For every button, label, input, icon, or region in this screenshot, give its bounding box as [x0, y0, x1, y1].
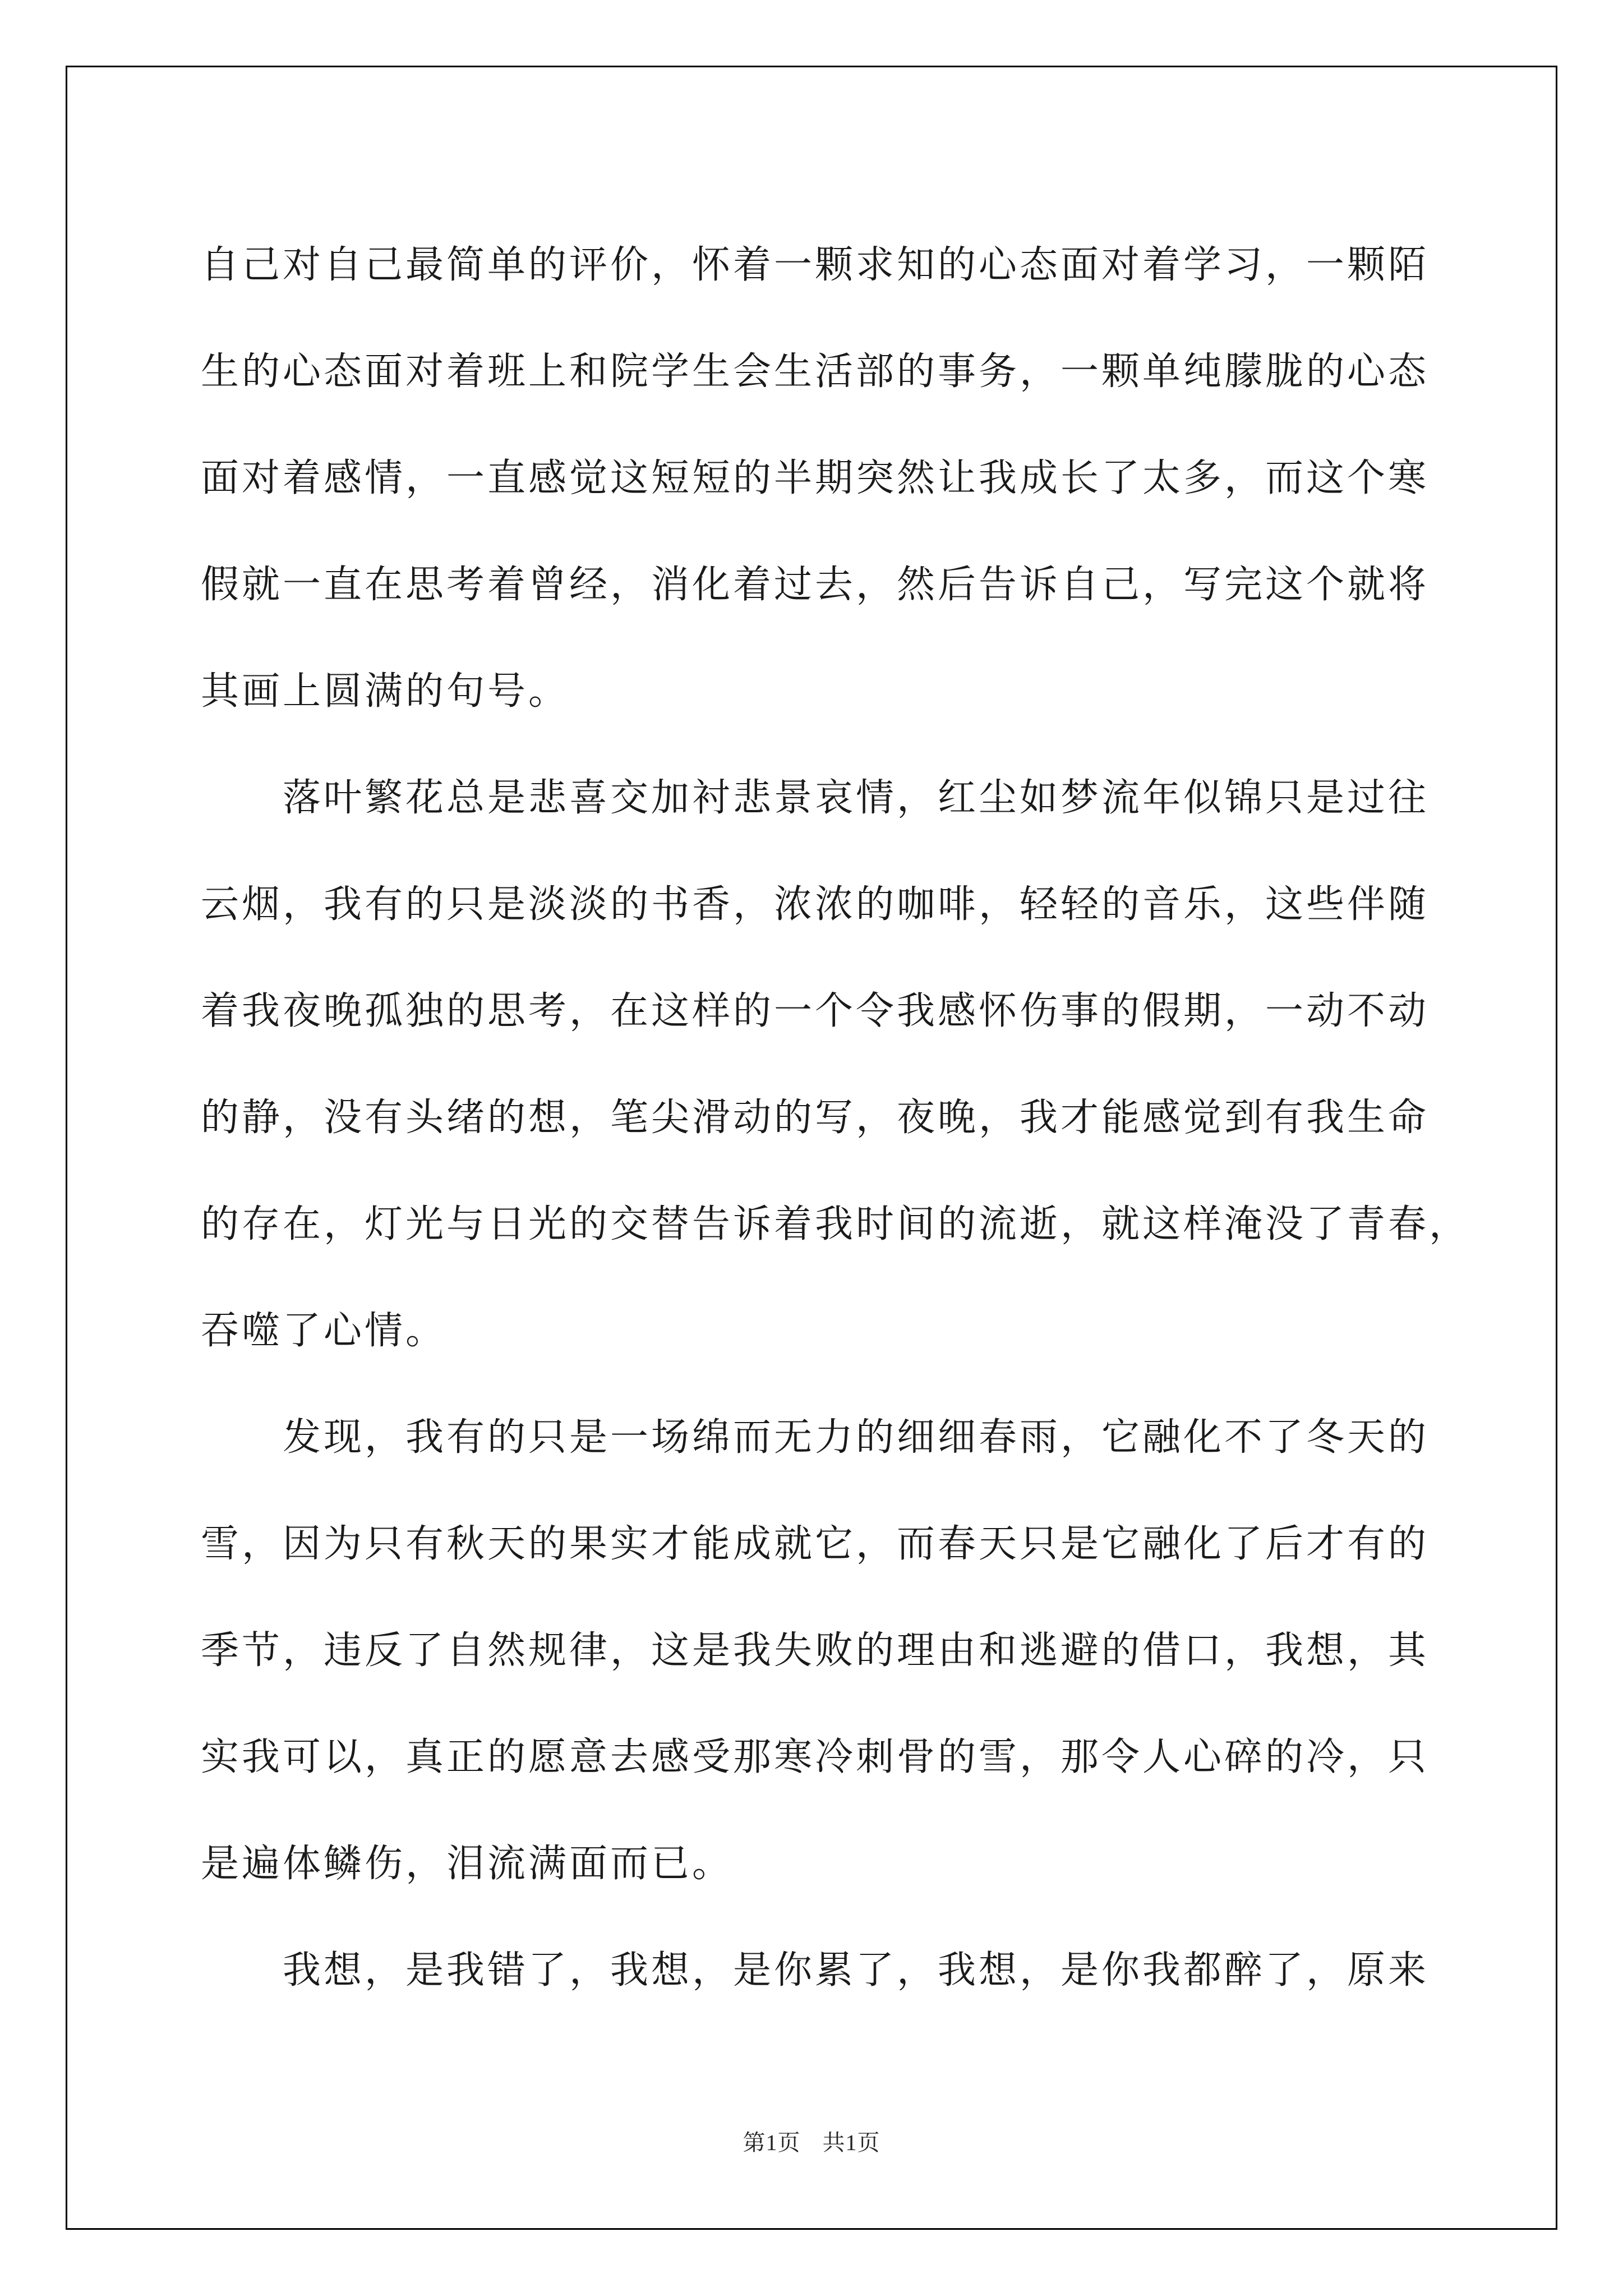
text-line: 面对着感情，一直感觉这短短的半期突然让我成长了太多，而这个寒: [201, 456, 1430, 500]
text-line: 落叶繁花总是悲喜交加衬悲景哀情，红尘如梦流年似锦只是过往: [283, 776, 1430, 820]
text-line: 的存在，灯光与日光的交替告诉着我时间的流逝，就这样淹没了青春，: [201, 1202, 1470, 1246]
paragraph: [201, 1917, 1432, 2024]
text-line: 的静，没有头绪的想，笔尖滑动的写，夜晚，我才能感觉到有我生命: [201, 1096, 1430, 1140]
body-text: [201, 212, 1470, 2024]
text-line: 着我夜晚孤独的思考，在这样的一个令我感怀伤事的假期，一动不动: [201, 989, 1430, 1033]
text-line: 生的心态面对着班上和院学生会生活部的事务，一颗单纯朦胧的心态: [201, 349, 1430, 394]
text-line: 云烟，我有的只是淡淡的书香，浓浓的咖啡，轻轻的音乐，这些伴随: [201, 882, 1430, 927]
text-line: 实我可以，真正的愿意去感受那寒冷刺骨的雪，那令人心碎的冷，只: [201, 1735, 1430, 1779]
text-line: 假就一直在思考着曾经，消化着过去，然后告诉自己，写完这个就将: [201, 563, 1430, 607]
text-line: 自己对自己最简单的评价，怀着一颗求知的心态面对着学习，一颗陌: [201, 243, 1430, 287]
text-line: 我想，是我错了，我想，是你累了，我想，是你我都醉了，原来: [283, 1948, 1430, 1993]
page-number: 第1页: [743, 2130, 801, 2155]
page-total: 共1页: [822, 2130, 880, 2155]
page-footer: [0, 2125, 1623, 2157]
text-line: 其画上圆满的句号。: [201, 669, 570, 714]
text-line: 是遍体鳞伤，泪流满面而已。: [201, 1842, 734, 1886]
paragraph: [201, 745, 1470, 1384]
text-line: 发现，我有的只是一场绵而无力的细细春雨，它融化不了冬天的: [283, 1415, 1430, 1460]
text-line: 雪，因为只有秋天的果实才能成就它，而春天只是它融化了后才有的: [201, 1522, 1430, 1566]
text-line: 吞噬了心情。: [201, 1309, 447, 1353]
paragraph: [201, 1384, 1432, 1917]
text-line: 季节，违反了自然规律，这是我失败的理由和逃避的借口，我想，其: [201, 1628, 1430, 1673]
paragraph: [201, 212, 1432, 745]
